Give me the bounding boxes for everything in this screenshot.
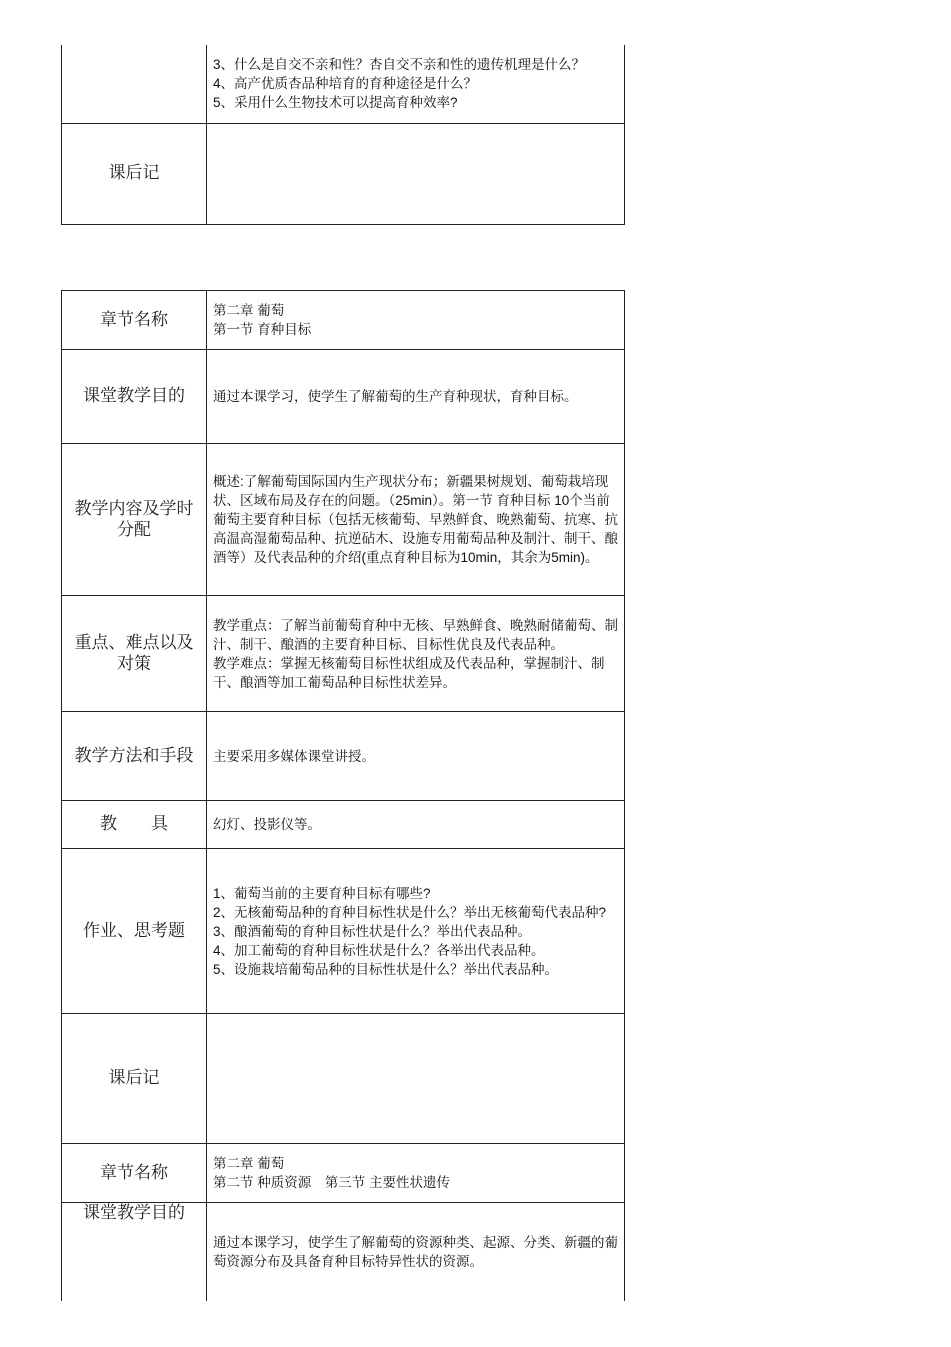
method-text: 主要采用多媒体课堂讲授。 — [207, 712, 625, 801]
content-row — [62, 444, 625, 596]
purpose-row — [62, 350, 625, 444]
key-row — [62, 596, 625, 712]
homework-cell — [207, 849, 625, 1014]
key-label: 重点、难点以及对策 — [62, 596, 207, 712]
chapter-title: 第二章 葡萄 — [213, 303, 285, 318]
content-text: 概述:了解葡萄国际国内生产现状分布；新疆果树规划、葡萄栽培现状、区域布局及存在的问题。（25min）。第一节 育种目标 10个当前葡萄主要育种目标（包括无核葡萄、早熟鲜食、晚熟葡萄、抗寒、抗高温高湿葡萄品种、抗逆砧木、设施专用葡萄品种及制汁、制干、酿酒等）及代表品种的介绍(重点育种目标为10min，其余为5min)。 — [207, 444, 625, 596]
question-3: 3、什么是自交不亲和性？杏自交不亲和性的遗传机理是什么？ — [213, 57, 586, 73]
notes-cell — [207, 123, 625, 224]
homework-item-3: 3、酿酒葡萄的育种目标性状是什么？举出代表品种。 — [213, 923, 532, 939]
homework-row — [62, 45, 625, 123]
method-label: 教学方法和手段 — [62, 712, 207, 801]
chapter2-title: 第二章 葡萄 — [213, 1156, 285, 1171]
homework-label: 作业、思考题 — [62, 849, 207, 1014]
purpose2-row — [62, 1203, 625, 1301]
purpose-label: 课堂教学目的 — [62, 350, 207, 444]
section2-title: 第二节 种质资源 第三节 主要性状遗传 — [213, 1175, 451, 1190]
lesson-plan-table-grape — [61, 290, 625, 1301]
content-label: 教学内容及学时分配 — [62, 444, 207, 596]
chapter-label: 章节名称 — [62, 291, 207, 350]
question-4: 4、高产优质杏品种培育的育种途径是什么？ — [213, 76, 478, 92]
homework-item-2: 2、无核葡萄品种的育种目标性状是什么？举出无核葡萄代表品种? — [213, 904, 607, 920]
section-title: 第一节 育种目标 — [213, 322, 312, 337]
homework-item-4: 4、加工葡萄的育种目标性状是什么？各举出代表品种。 — [213, 942, 545, 958]
chapter2-cell — [207, 1144, 625, 1203]
tools-label: 教 具 — [62, 801, 207, 849]
method-row — [62, 712, 625, 801]
homework-cell — [207, 45, 625, 123]
chapter-row — [62, 291, 625, 350]
purpose-text: 通过本课学习，使学生了解葡萄的生产育种现状，育种目标。 — [207, 350, 625, 444]
purpose2-label: 课堂教学目的 — [62, 1203, 207, 1301]
notes-row — [62, 1014, 625, 1144]
notes-row — [62, 123, 625, 224]
homework-item-1: 1、葡萄当前的主要育种目标有哪些? — [213, 885, 431, 901]
difficult-point: 教学难点：掌握无核葡萄目标性状组成及代表品种，掌握制汁、制干、酿酒等加工葡萄品种目标性状差异。 — [213, 655, 605, 690]
chapter2-label: 章节名称 — [62, 1144, 207, 1203]
homework-row — [62, 849, 625, 1014]
chapter2-row — [62, 1144, 625, 1203]
homework-item-5: 5、设施栽培葡萄品种的目标性状是什么？举出代表品种。 — [213, 961, 559, 977]
key-point: 教学重点：了解当前葡萄育种中无核、早熟鲜食、晚熟耐储葡萄、制汁、制干、酿酒的主要育种目标、目标性优良及代表品种。 — [213, 617, 618, 652]
question-5: 5、采用什么生物技术可以提高育种效率? — [213, 95, 458, 111]
purpose2-text: 通过本课学习，使学生了解葡萄的资源种类、起源、分类、新疆的葡萄资源分布及具备育种目标特异性状的资源。 — [207, 1203, 625, 1301]
tools-row — [62, 801, 625, 849]
tools-text: 幻灯、投影仪等。 — [207, 801, 625, 849]
notes-label: 课后记 — [62, 1014, 207, 1144]
notes-label: 课后记 — [62, 123, 207, 224]
lesson-plan-table-apricot-end — [61, 45, 625, 225]
key-cell — [207, 596, 625, 712]
chapter-cell — [207, 291, 625, 350]
notes-cell — [207, 1014, 625, 1144]
homework-label-cell — [62, 45, 207, 123]
